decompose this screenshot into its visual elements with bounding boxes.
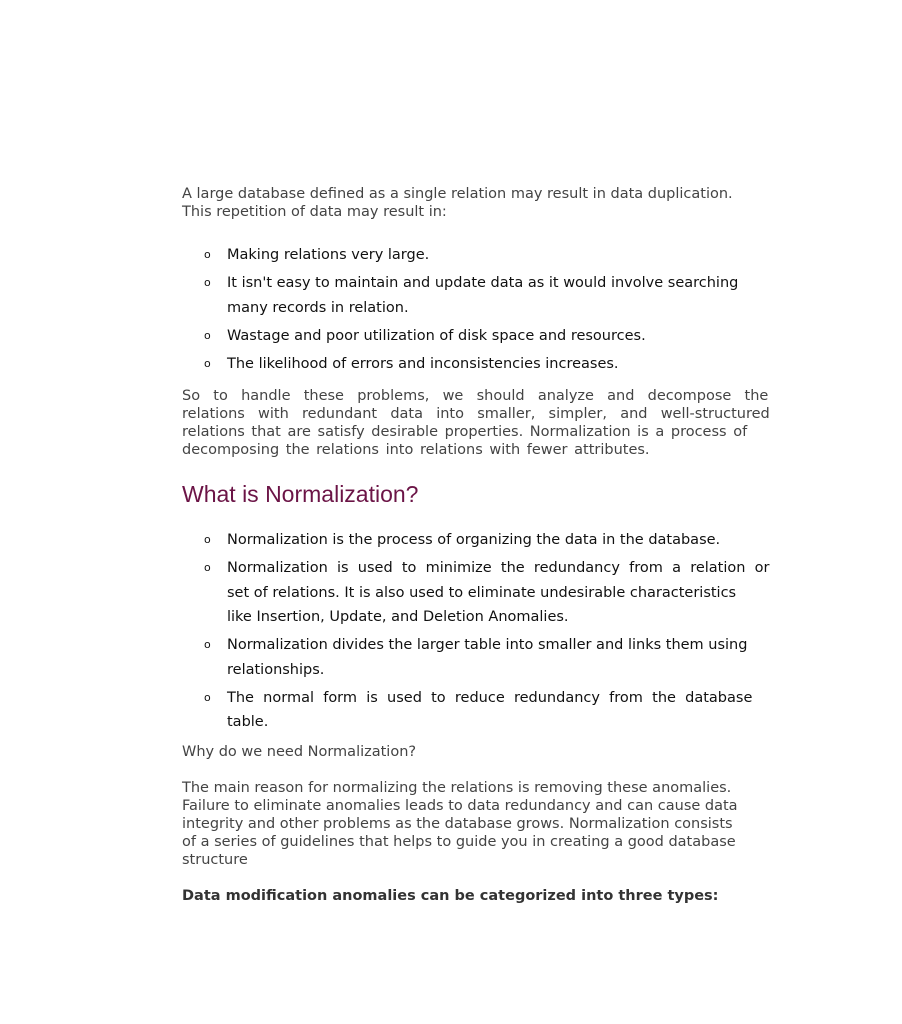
list-item: o Making relations very large. <box>182 243 902 268</box>
problems-list <box>182 243 902 376</box>
bullet-icon: o <box>204 561 211 574</box>
intro-paragraph: A large database defined as a single relation may result in data duplication. This repetition of data may result in: <box>182 186 733 220</box>
normalization-list <box>182 528 902 735</box>
anomalies-intro: Data modification anomalies can be categorized into three types: <box>182 887 719 904</box>
list-item: o The normal form is used to reduce redundancy from the database table. <box>182 686 902 735</box>
list-item: o Normalization divides the larger table into smaller and links them using relationships. <box>182 633 902 682</box>
bullet-icon: o <box>204 328 211 342</box>
list-item: o The likelihood of errors and inconsistencies increases. <box>182 352 902 377</box>
article-body <box>182 185 770 905</box>
bullet-icon: o <box>204 356 211 370</box>
bullet-icon: o <box>204 276 211 289</box>
why-question: Why do we need Normalization? <box>182 743 417 760</box>
solution-paragraph: So to handle these problems, we should analyze and decompose the relations with redundant data into smaller, simpler, and well-structured relations that are satisfy desirable properties. Normalization is a process of decomposing the relations into relations with fewer attributes. <box>182 388 770 458</box>
reason-paragraph: The main reason for normalizing the relations is removing these anomalies. Failure to eliminate anomalies leads to data redundancy and can cause data integrity and other problems as the database grows. Normalization consists of a series of guidelines that helps to guide you in creating a good database structure <box>182 779 738 868</box>
section-heading: What is Normalization? <box>182 481 419 507</box>
bullet-icon: o <box>204 690 211 704</box>
list-item: o Normalization is the process of organizing the data in the database. <box>182 528 902 553</box>
bullet-icon: o <box>204 248 211 261</box>
list-item: o It isn't easy to maintain and update data as it would involve searching many records in relation. <box>182 271 902 320</box>
list-item: o Wastage and poor utilization of disk space and resources. <box>182 324 902 349</box>
bullet-icon: o <box>204 533 211 546</box>
list-item: o Normalization is used to minimize the redundancy from a relation or set of relations. It is also used to eliminate undesirable characteristics like Insertion, Update, and Deletion Anomalies. <box>182 556 902 630</box>
bullet-icon: o <box>204 638 211 651</box>
